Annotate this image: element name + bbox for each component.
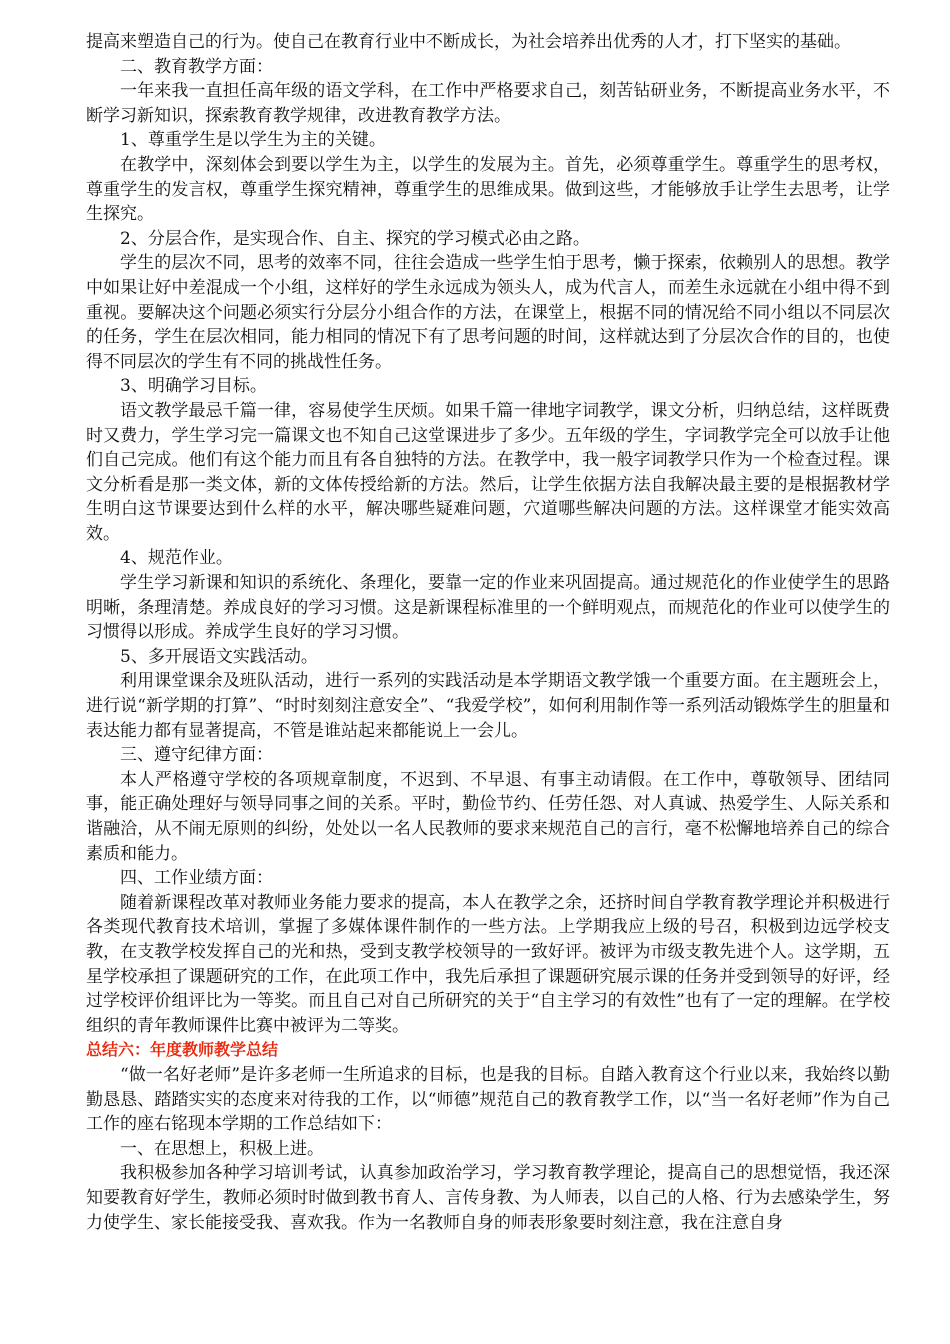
body-paragraph: 利用课堂课余及班队活动，进行一系列的实践活动是本学期语文教学饿一个重要方面。在主题班会上，进行说“新学期的打算”、“时时刻刻注意安全”、“我爱学校”，如何利用制作等一系列活动锻炼学生的胆量和表达能力都有显著提高，不管是谁站起来都能说上一会儿。 [86,671,890,741]
summary-title: 总结六：年度教师教学总结 [86,1040,279,1060]
section-heading: 四、工作业绩方面： [120,868,273,889]
body-paragraph: 本人严格遵守学校的各项规章制度，不迟到、不早退、有事主动请假。在工作中，尊敬领导、团结同事，能正确处理好与领导同事之间的关系。平时，勤俭节约、任劳任怨、对人真诚、热爱学生、人际关系和谐融洽，从不闹无原则的纠纷，处处以一名人民教师的要求来规范自己的言行，毫不松懈地培养自己的综合素质和能力。 [86,769,890,864]
body-paragraph: 我积极参加各种学习培训考试，认真参加政治学习，学习教育教学理论，提高自己的思想觉悟，我还深知要教育好学生，教师必须时时做到教书育人、言传身教、为人师表，以自己的人格、行为去感染学生，努力使学生、家长能接受我、喜欢我。作为一名教师自身的师表形象要时刻注意，我在注意自身 [86,1163,890,1233]
body-paragraph: 在教学中，深刻体会到要以学生为主，以学生的发展为主。首先，必须尊重学生。尊重学生的思考权，尊重学生的发言权，尊重学生探究精神，尊重学生的思维成果。做到这些，才能够放手让学生去思考，让学生探究。 [86,154,890,225]
body-paragraph: 学生的层次不同，思考的效率不同，往往会造成一些学生怕于思考，懒于探索，依赖别人的思想。教学中如果让好中差混成一个小组，这样好的学生永远成为领头人，成为代言人，而差生永远就在小组中得不到重视。要解决这个问题必须实行分层分小组合作的方法，在课堂上，根据不同的情况给不同小组以不同层次的任务，学生在层次相同，能力相同的情况下有了思考问题的时间，这样就达到了分层次合作的目的，也使得不同层次的学生有不同的挑战性任务。 [86,253,890,372]
body-paragraph: 语文教学最忌千篇一律，容易使学生厌烦。如果千篇一律地字词教学，课文分析，归纳总结，这样既费时又费力，学生学习完一篇课文也不知自己这堂课进步了多少。五年级的学生，字词教学完全可以放手让他们自己完成。他们有这个能力而且有各自独特的方法。在教学中，我一般字词教学只作为一个检查过程。课文分析看是那一类文体，新的文体传授给新的方法。然后，让学生依据方法自我解决最主要的是根据教材学生明白这节课要达到什么样的水平，解决哪些疑难问题，穴道哪些解决问题的方法。这样课堂才能实效高效。 [86,400,890,544]
section-heading: 4、规范作业。 [120,548,233,569]
body-paragraph: 学生学习新课和知识的系统化、条理化，要靠一定的作业来巩固提高。通过规范化的作业使学生的思路明晰，条理清楚。养成良好的学习习惯。这是新课程标准里的一个鲜明观点，而规范化的作业可以使学生的习惯得以形成。养成学生良好的学习习惯。 [86,573,890,643]
section-heading: 3、明确学习目标。 [120,376,267,397]
body-paragraph: 提高来塑造自己的行为。使自己在教育行业中不断成长，为社会培养出优秀的人才，打下坚实的基础。 [86,32,851,52]
body-paragraph: 一年来我一直担任高年级的语文学科，在工作中严格要求自己，刻苦钻研业务，不断提高业务水平，不断学习新知识，探索教育教学规律，改进教育教学方法。 [86,81,890,126]
section-heading: 二、教育教学方面： [120,56,273,77]
document-page [86,30,890,1235]
body-paragraph: “做一名好老师”是许多老师一生所追求的目标，也是我的目标。自踏入教育这个行业以来，我始终以勤勤恳恳、踏踏实实的态度来对待我的工作，以“师德”规范自己的教育教学工作，以“当一名好老师”作为自己工作的座右铭现本学期的工作总结如下： [86,1064,890,1135]
section-heading: 三、遵守纪律方面： [120,745,273,766]
section-heading: 5、多开展语文实践活动。 [120,646,318,667]
section-heading: 1、尊重学生是以学生为主的关键。 [120,130,386,151]
body-paragraph: 随着新课程改革对教师业务能力要求的提高，本人在教学之余，还挤时间自学教育教学理论并积极进行各类现代教育技术培训，掌握了多媒体课件制作的一些方法。上学期我应上级的号召，积极到边远学校支教，在支教学校发挥自己的光和热，受到支教学校领导的一致好评。被评为市级支教先进个人。这学期，五星学校承担了课题研究的工作，在此项工作中，我先后承担了课题研究展示课的任务并受到领导的好评，经过学校评价组评比为一等奖。而且自己对自己所研究的关于“自主学习的有效性”也有了一定的理解。在学校组织的青年教师课件比赛中被评为二等奖。 [86,892,890,1036]
section-heading: 2、分层合作，是实现合作、自主、探究的学习模式必由之路。 [120,228,590,249]
section-heading: 一、在思想上，积极上进。 [120,1138,324,1159]
